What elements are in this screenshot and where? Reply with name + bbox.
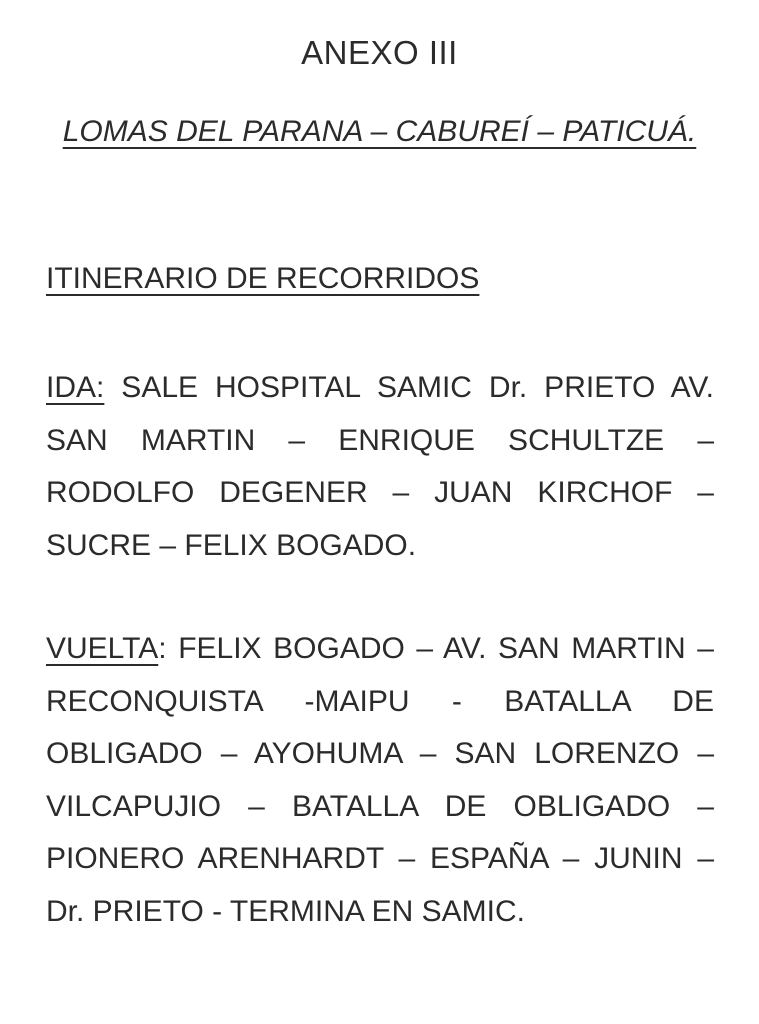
route-vuelta-text: : FELIX BOGADO – AV. SAN MARTIN – RECONQUISTA -MAIPU - BATALLA DE OBLIGADO – AYOHUMA – SAN LORENZO –VILCAPUJIO – BATALLA DE OBLIGADO – PIONERO ARENHARDT – ESPAÑA – JUNIN – Dr. PRIETO - TERMINA EN SAMIC.: [46, 632, 714, 928]
document-subtitle: LOMAS DEL PARANA – CABUREÍ – PATICUÁ.: [62, 115, 697, 148]
section-heading: ITINERARIO DE RECORRIDOS: [46, 262, 480, 295]
route-ida-paragraph: [46, 362, 714, 572]
route-vuelta-label: VUELTA: [46, 632, 159, 665]
route-vuelta-paragraph: [46, 623, 714, 938]
route-ida-text: SALE HOSPITAL SAMIC Dr. PRIETO AV. SAN MARTIN – ENRIQUE SCHULTZE – RODOLFO DEGENER – JUAN KIRCHOF – SUCRE – FELIX BOGADO.: [46, 371, 714, 562]
document-title: ANEXO III: [301, 34, 458, 71]
route-ida-label: IDA:: [46, 371, 105, 404]
